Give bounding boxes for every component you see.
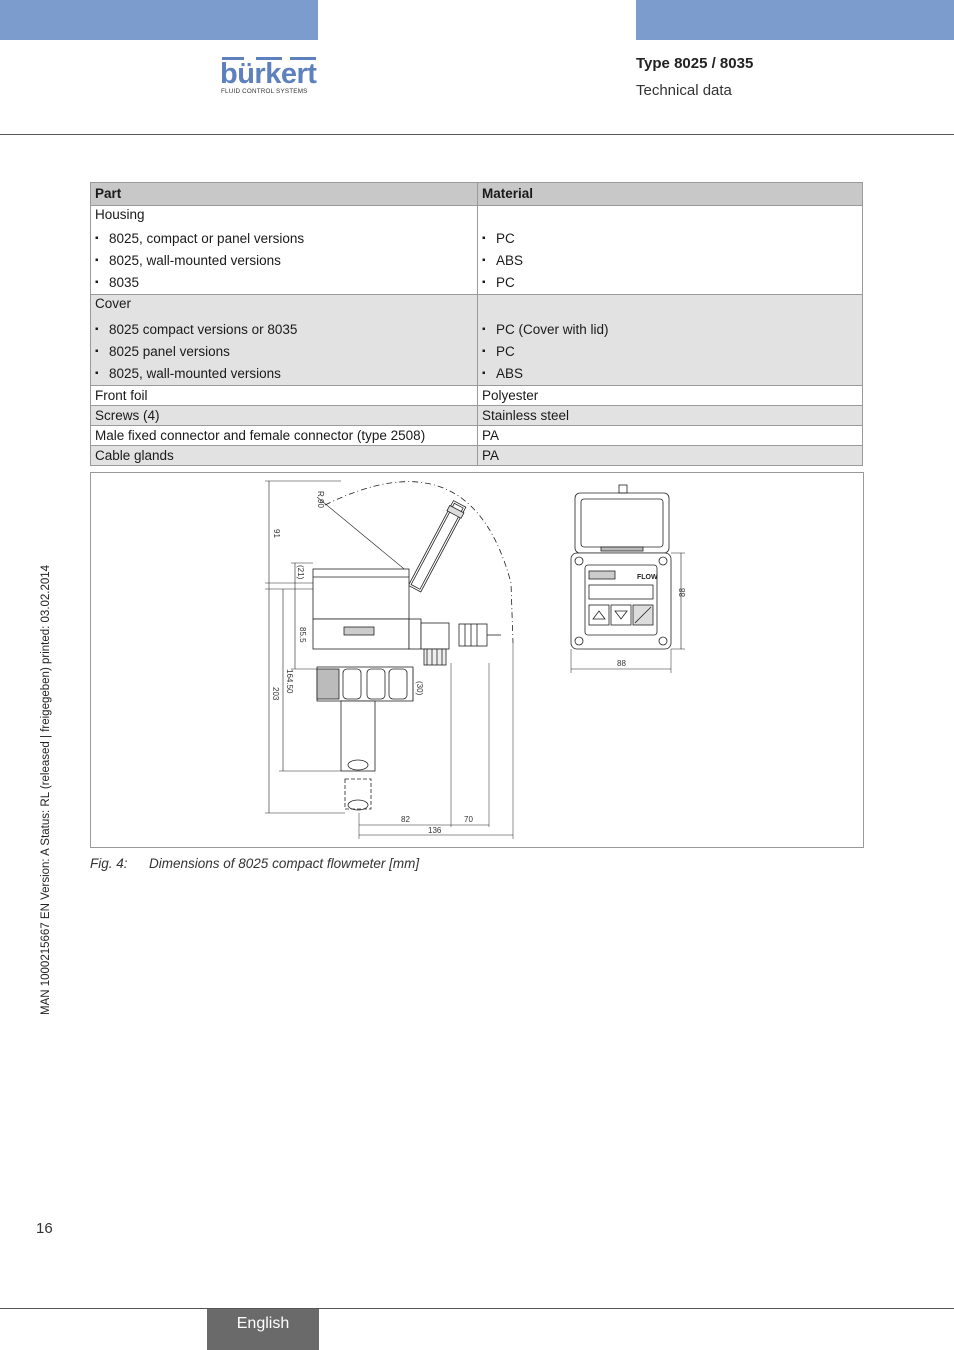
material-cell: Stainless steel: [478, 406, 863, 426]
dim-82: 82: [401, 815, 410, 824]
material-cell: [478, 295, 863, 386]
header-material: Material: [478, 183, 863, 206]
table-row: [91, 406, 863, 426]
list-item: ▪ 8025 panel versions: [95, 341, 473, 363]
part-cell: [91, 206, 478, 295]
dim-21: (21): [296, 565, 305, 580]
sensor-stem: [341, 701, 375, 771]
dim-70: 70: [464, 815, 473, 824]
front-view: [571, 485, 687, 673]
top-bar-left: [0, 0, 318, 40]
dim-radius: R 90: [316, 491, 325, 508]
list-item: ▪ PC: [482, 272, 858, 294]
radius-line: [317, 497, 409, 573]
part-cell: Front foil: [91, 386, 478, 406]
nameplate: [344, 627, 374, 635]
dim-203: 203: [271, 687, 280, 701]
list-item: ▪ 8025, wall-mounted versions: [95, 250, 473, 272]
dim-136: 136: [428, 826, 442, 835]
logo-tagline: FLUID CONTROL SYSTEMS: [221, 88, 308, 95]
dim-front-width: 88: [617, 659, 626, 668]
housing-upper: [313, 569, 409, 619]
list-item: ▪ ABS: [482, 250, 858, 272]
dimension-drawing: [90, 472, 864, 848]
list-item: ▪ 8025, compact or panel versions: [95, 228, 473, 250]
dim-30: (30): [415, 681, 424, 696]
table-row: [91, 446, 863, 466]
footer-rule: [0, 1308, 954, 1309]
list-item: ▪ 8025, wall-mounted versions: [95, 363, 473, 385]
front-flow-label: FLOW: [637, 574, 658, 581]
dim-164-50: 164.50: [285, 669, 294, 694]
connector-shape: [421, 623, 449, 649]
list-item: ▪ 8035: [95, 272, 473, 294]
material-list: [482, 228, 858, 294]
part-cell: Male fixed connector and female connector (type 2508): [91, 426, 478, 446]
materials-table: [90, 182, 863, 466]
table-row: [91, 386, 863, 406]
list-item: ▪ PC: [482, 228, 858, 250]
cable-gland: [459, 624, 487, 646]
dim-front-height: 88: [678, 588, 687, 597]
table-row: [91, 295, 863, 386]
list-item: ▪ PC: [482, 341, 858, 363]
part-cell: Screws (4): [91, 406, 478, 426]
part-heading: Housing: [95, 207, 145, 222]
document-section: Technical data: [636, 82, 732, 99]
part-cell: [91, 295, 478, 386]
material-cell: PA: [478, 426, 863, 446]
part-heading: Cover: [95, 296, 132, 311]
material-cell: [478, 206, 863, 295]
table-header-row: [91, 183, 863, 206]
figure-caption-text: Dimensions of 8025 compact flowmeter [mm]: [149, 856, 420, 871]
material-cell: Polyester: [478, 386, 863, 406]
dim-91: 91: [272, 529, 281, 538]
document-title: Type 8025 / 8035: [636, 55, 754, 72]
table-row: [91, 206, 863, 295]
part-list: [95, 228, 473, 294]
language-tab[interactable]: English: [207, 1309, 319, 1350]
figure-number: Fig. 4:: [90, 856, 128, 871]
top-bar-right: [636, 0, 954, 40]
material-list: [482, 319, 858, 385]
logo-wordmark: bürkert: [220, 58, 317, 90]
list-item: ▪ PC (Cover with lid): [482, 319, 858, 341]
burkert-logo: [220, 57, 320, 97]
material-cell: PA: [478, 446, 863, 466]
list-item: ▪ ABS: [482, 363, 858, 385]
dim-85-5: 85.5: [298, 627, 307, 643]
part-list: [95, 319, 473, 385]
lid-shape: [408, 500, 467, 592]
document-metadata-vertical: MAN 1000215667 EN Version: A Status: RL (released | freigegeben) printed: 03.02.2014: [40, 564, 52, 1015]
list-item: ▪ 8025 compact versions or 8035: [95, 319, 473, 341]
drawing-svg: [91, 473, 863, 847]
header-part: Part: [91, 183, 478, 206]
table-row: [91, 426, 863, 446]
part-cell: Cable glands: [91, 446, 478, 466]
page-number: 16: [36, 1220, 53, 1237]
header-rule: [0, 134, 954, 135]
